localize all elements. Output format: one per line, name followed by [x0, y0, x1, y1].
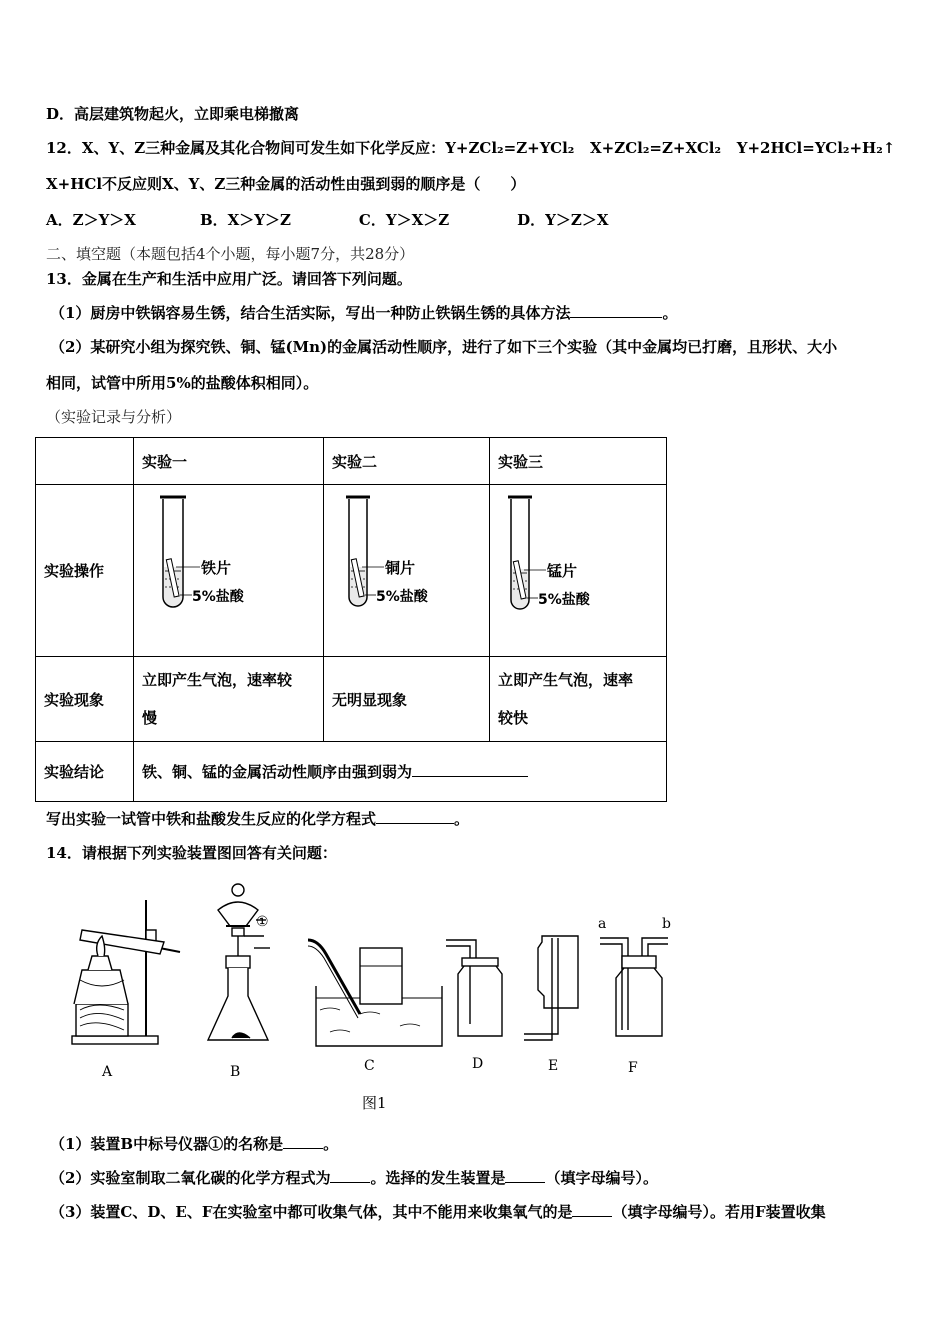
phenomenon-exp2: 无明显现象 — [324, 657, 490, 742]
q14-part3 — [50, 1201, 826, 1222]
apparatus-e — [524, 936, 578, 1040]
q12-options — [46, 209, 668, 230]
label-b: B — [230, 1064, 241, 1080]
marker-1: ① — [256, 914, 269, 930]
table-header-exp1: 实验一 — [134, 438, 324, 485]
phenomenon-exp3-line2: 较快 — [498, 709, 529, 727]
phenomenon-exp3 — [490, 657, 667, 742]
label-c: C — [364, 1058, 375, 1074]
q12-eq1: Y+ZCl₂=Z+YCl₂ — [445, 139, 575, 157]
q13-part1-end: 。 — [662, 304, 678, 322]
table-header-exp3: 实验三 — [490, 438, 667, 485]
row-label-phenomenon: 实验现象 — [36, 657, 134, 742]
label-e: E — [548, 1058, 559, 1074]
port-a-label: a — [598, 916, 607, 932]
table-row-phenomenon — [36, 657, 667, 742]
tube-exp3 — [490, 485, 667, 657]
port-b-label: b — [662, 916, 671, 932]
q14-part3-blank[interactable] — [572, 1202, 612, 1217]
table-header-row — [36, 438, 667, 485]
experiment-table — [35, 437, 667, 802]
table-corner-cell — [36, 438, 134, 485]
q14-part2-blank2[interactable] — [505, 1168, 545, 1183]
q14-part1-blank[interactable] — [283, 1134, 323, 1149]
q14-part2-blank1[interactable] — [330, 1168, 370, 1183]
q14-part1 — [50, 1133, 338, 1154]
q13-part1-blank[interactable] — [570, 303, 662, 318]
test-tube-manganese-diagram — [490, 485, 666, 657]
metal-label-manganese: 锰片 — [547, 562, 578, 580]
apparatus-a — [72, 900, 180, 1044]
conclusion-text: 铁、铜、锰的金属活动性顺序由强到弱为 — [142, 763, 413, 781]
q14-part2 — [50, 1167, 658, 1188]
q14-part2-text: （2）实验室制取二氧化碳的化学方程式为 — [50, 1169, 331, 1187]
q13-equation-end: 。 — [454, 810, 470, 828]
table-header-exp2: 实验二 — [324, 438, 490, 485]
metal-label-copper: 铜片 — [385, 559, 416, 577]
phenomenon-exp3-line1: 立即产生气泡，速率 — [498, 671, 634, 689]
section-heading: 二、填空题（本题包括4个小题，每小题7分，共28分） — [46, 245, 415, 263]
test-tube-iron-diagram — [134, 485, 323, 657]
metal-label-iron: 铁片 — [201, 559, 232, 577]
q14-part2-mid: 。选择的发生装置是 — [370, 1169, 506, 1187]
acid-label-exp2: 5%盐酸 — [376, 589, 428, 605]
q13-part2-line1: （2）某研究小组为探究铁、铜、锰(Mn)的金属活动性顺序，进行了如下三个实验（其中金属均已打磨，且形状、大小 — [50, 338, 838, 356]
q12-option-b: B．X＞Y＞Z — [199, 211, 291, 229]
q12-stem — [46, 137, 895, 158]
apparatus-c — [308, 940, 442, 1046]
q12-eq3: Y+2HCl=YCl₂+H₂↑ — [736, 139, 896, 157]
apparatus-d — [446, 940, 502, 1036]
q14-part1-end: 。 — [323, 1135, 339, 1153]
row-label-operation: 实验操作 — [36, 485, 134, 657]
q13-equation-prompt: 写出实验一试管中铁和盐酸发生反应的化学方程式 — [46, 810, 377, 828]
label-d: D — [472, 1056, 484, 1072]
label-f: F — [628, 1060, 638, 1076]
q13-part1-text: （1）厨房中铁锅容易生锈，结合生活实际，写出一种防止铁锅生锈的具体方法 — [50, 304, 571, 322]
figure-caption: 图1 — [362, 1094, 387, 1112]
q11-option-d: D．高层建筑物起火，立即乘电梯撤离 — [46, 105, 300, 123]
acid-label-exp3: 5%盐酸 — [538, 592, 590, 608]
q14-part3-text: （3）装置C、D、E、F在实验室中都可收集气体，其中不能用来收集氧气的是 — [50, 1203, 573, 1221]
tube-exp1 — [134, 485, 324, 657]
q13-part2-line2: 相同，试管中所用5%的盐酸体积相同）。 — [46, 374, 319, 392]
apparatus-f — [600, 938, 668, 1036]
q14-part3-end: （填字母编号）。若用F装置收集 — [612, 1203, 826, 1221]
row-label-conclusion: 实验结论 — [36, 742, 134, 802]
conclusion-cell — [134, 742, 667, 802]
q12-eq2: X+ZCl₂=Z+XCl₂ — [590, 139, 722, 157]
apparatus-b — [208, 884, 270, 1040]
q12-stem-prefix: 12．X、Y、Z三种金属及其化合物间可发生如下化学反应： — [46, 139, 446, 157]
acid-label-exp1: 5%盐酸 — [192, 589, 244, 605]
conclusion-blank[interactable] — [412, 762, 528, 777]
q12-option-a: A．Z＞Y＞X — [46, 211, 136, 229]
q12-option-d: D．Y＞Z＞X — [517, 211, 609, 229]
q12-option-c: C．Y＞X＞Z — [358, 211, 450, 229]
phenomenon-exp1-line2: 慢 — [142, 709, 158, 727]
q14-part1-text: （1）装置B中标号仪器①的名称是 — [50, 1135, 284, 1153]
table-row-operation — [36, 485, 667, 657]
q13-record-label: （实验记录与分析） — [46, 408, 182, 426]
q13-part1 — [50, 302, 677, 323]
q14-part2-end: （填字母编号）。 — [545, 1169, 658, 1187]
phenomenon-exp1-line1: 立即产生气泡，速率较 — [142, 671, 293, 689]
test-tube-copper-diagram — [324, 485, 489, 657]
apparatus-figure — [68, 870, 708, 1120]
q13-stem: 13．金属在生产和生活中应用广泛。请回答下列问题。 — [46, 270, 412, 288]
tube-exp2 — [324, 485, 490, 657]
q13-equation — [46, 808, 469, 829]
label-a: A — [102, 1064, 113, 1080]
q13-equation-blank[interactable] — [376, 809, 454, 824]
phenomenon-exp1 — [134, 657, 324, 742]
q14-stem: 14．请根据下列实验装置图回答有关问题： — [46, 844, 337, 862]
q12-stem-line2: X+HCl不反应则X、Y、Z三种金属的活动性由强到弱的顺序是（ ） — [46, 175, 526, 193]
table-row-conclusion — [36, 742, 667, 802]
